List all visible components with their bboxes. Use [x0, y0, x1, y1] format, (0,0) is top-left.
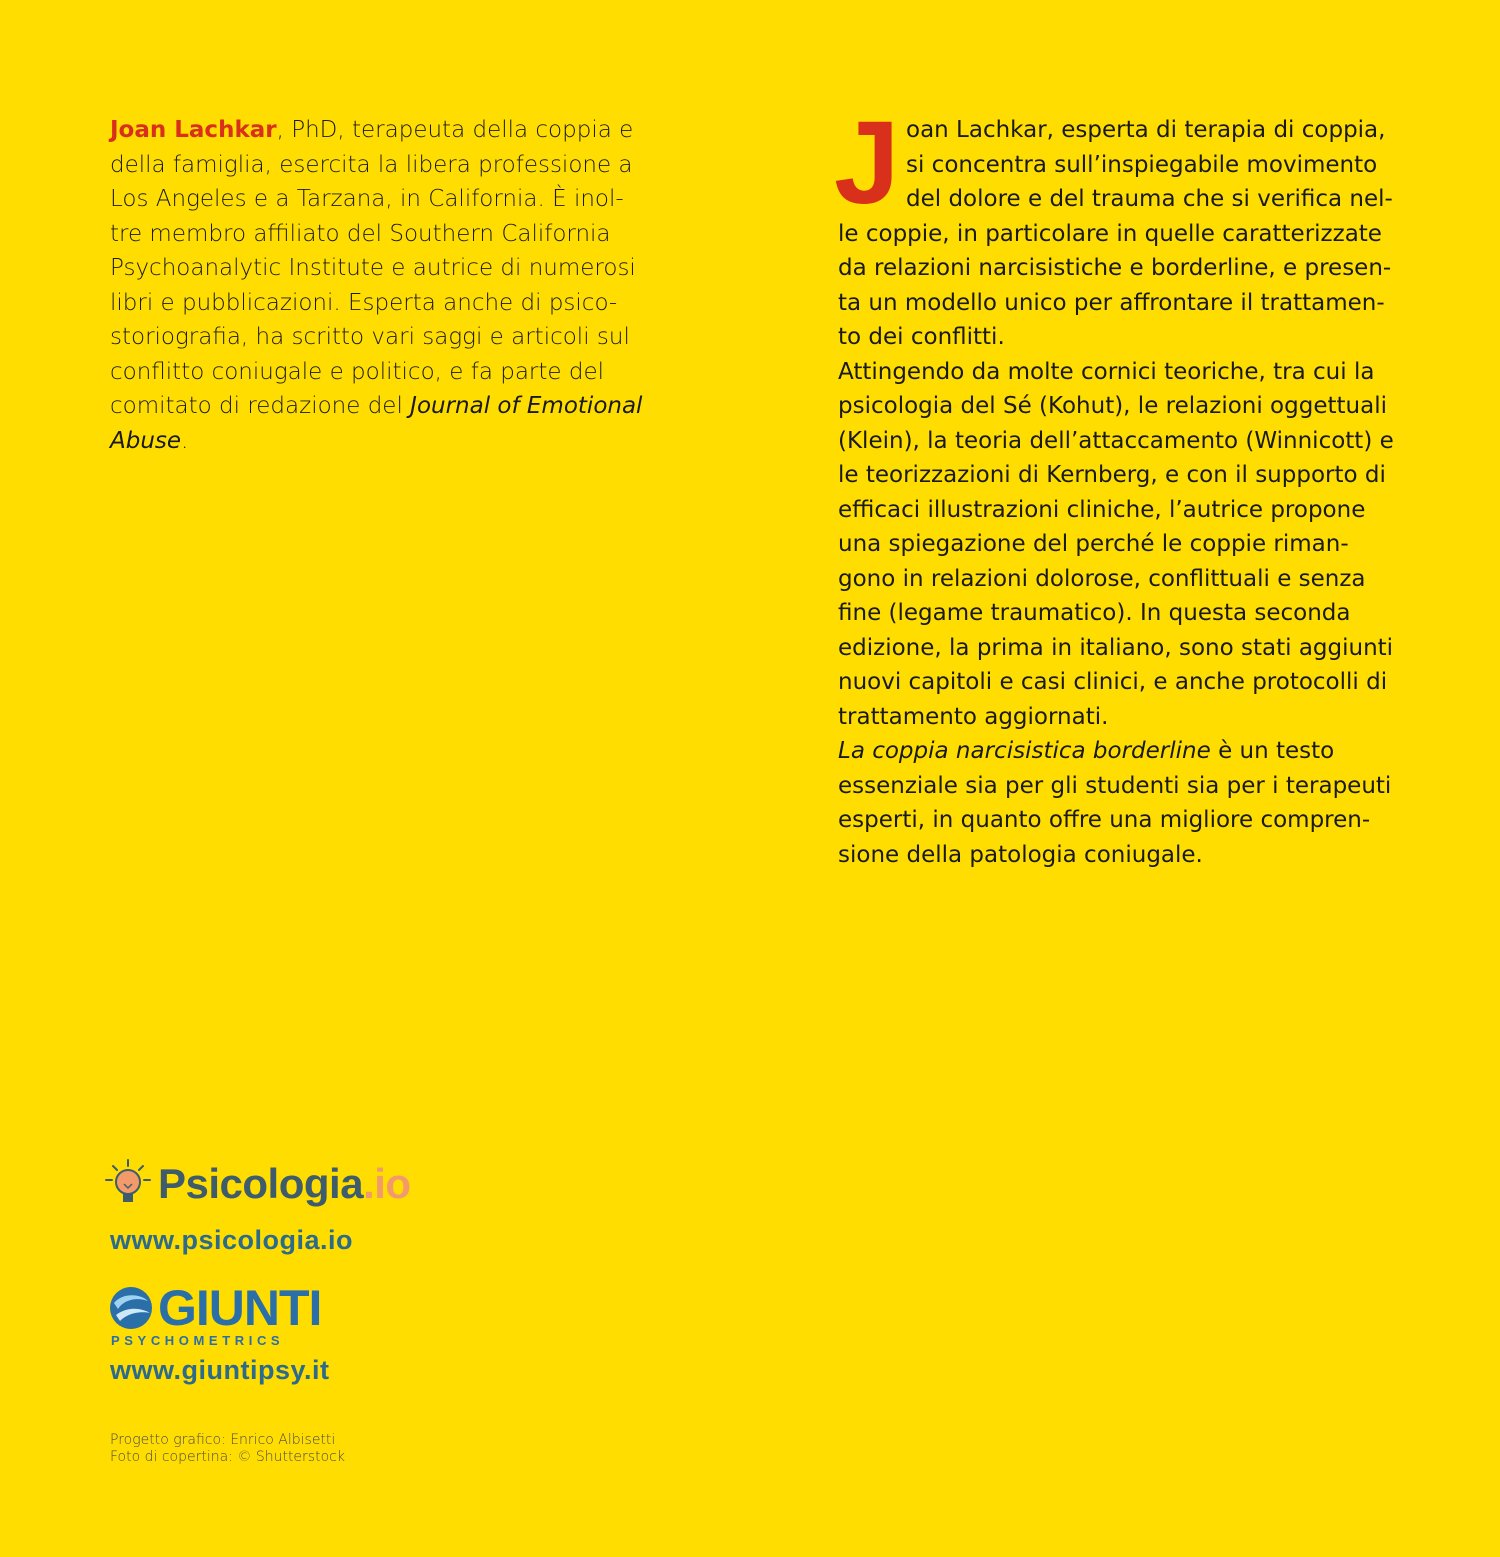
bio-line: Abuse. [110, 427, 189, 454]
description-line: fine (legame traumatico). In questa seconda [838, 600, 1351, 626]
description-line: (Klein), la teoria dell’attaccamento (Winnicott) e [838, 427, 1394, 454]
giunti-subtitle: PSYCHOMETRICS [111, 1333, 285, 1348]
globe-icon [108, 1285, 154, 1331]
description-line: del dolore e del trauma che si verifica nel- [906, 186, 1393, 212]
description-line: sione della patologia coniugale. [838, 841, 1203, 868]
giunti-url[interactable]: www.giuntipsy.it [110, 1355, 330, 1385]
bio-line: Psychoanalytic Institute e autrice di numerosi [110, 255, 636, 281]
giunti-wordmark: GIUNTI [158, 1280, 322, 1336]
description-line: esperti, in quanto offre una migliore compren- [838, 807, 1371, 833]
description-line: ta un modello unico per affrontare il trattamen- [838, 289, 1385, 316]
journal-title: Journal of Emotional [410, 393, 643, 419]
description-line: oan Lachkar, esperta di terapia di coppia, [906, 117, 1386, 143]
author-bio [110, 113, 642, 458]
bio-line: conflitto coniugale e politico, e fa parte del [110, 358, 604, 385]
description-line: una spiegazione del perché le coppie riman- [838, 531, 1349, 557]
description-line: Attingendo da molte cornici teoriche, tra cui la [838, 358, 1375, 385]
description-line: gono in relazioni dolorose, conflittuali e senza [838, 565, 1366, 592]
lightbulb-icon [102, 1158, 154, 1210]
psicologia-logo [102, 1158, 411, 1210]
psicologia-url[interactable]: www.psicologia.io [110, 1225, 354, 1255]
bio-line: Joan Lachkar, PhD, terapeuta della coppia e [110, 117, 634, 143]
bio-line: Los Angeles e a Tarzana, in California. È inol- [110, 186, 624, 212]
description-line: essenziale sia per gli studenti sia per i terapeuti [838, 772, 1392, 799]
photo-credit: Foto di copertina: © Shutterstock [110, 1449, 345, 1465]
description-line: le teorizzazioni di Kernberg, e con il supporto di [838, 462, 1386, 488]
giunti-logo [108, 1280, 322, 1336]
description-line: si concentra sull’inspiegabile movimento [906, 151, 1378, 178]
bio-line: tre membro affiliato del Southern California [110, 220, 611, 247]
description-line: to dei conflitti. [838, 324, 1005, 350]
description-line: nuovi capitoli e casi clinici, e anche protocolli di [838, 669, 1388, 695]
bio-line: della famiglia, esercita la libera professione a [110, 151, 633, 178]
description-line: le coppie, in particolare in quelle caratterizzate [838, 220, 1382, 247]
book-title: La coppia narcisistica borderline [838, 738, 1211, 764]
bio-line: comitato di redazione del Journal of Emotional [110, 393, 643, 419]
drop-cap: J [834, 97, 900, 229]
description-line: La coppia narcisistica borderline è un testo [838, 738, 1335, 764]
bio-line: libri e pubblicazioni. Esperta anche di psico- [110, 289, 618, 316]
journal-title: Abuse [110, 427, 182, 454]
bio-line: storiografia, ha scritto vari saggi e articoli sul [110, 324, 630, 350]
book-description [834, 97, 1394, 872]
credits [110, 1432, 345, 1466]
description-line: trattamento aggiornati. [838, 703, 1109, 730]
author-name: Joan Lachkar [110, 117, 277, 143]
description-line: edizione, la prima in italiano, sono stati aggiunti [838, 634, 1394, 661]
design-credit: Progetto grafico: Enrico Albisetti [110, 1432, 336, 1448]
psicologia-wordmark: Psicologia.io [158, 1160, 411, 1207]
description-line: efficaci illustrazioni cliniche, l’autrice propone [838, 496, 1366, 523]
description-line: da relazioni narcisistiche e borderline, e presen- [838, 255, 1392, 281]
description-line: psicologia del Sé (Kohut), le relazioni oggettuali [838, 393, 1387, 419]
